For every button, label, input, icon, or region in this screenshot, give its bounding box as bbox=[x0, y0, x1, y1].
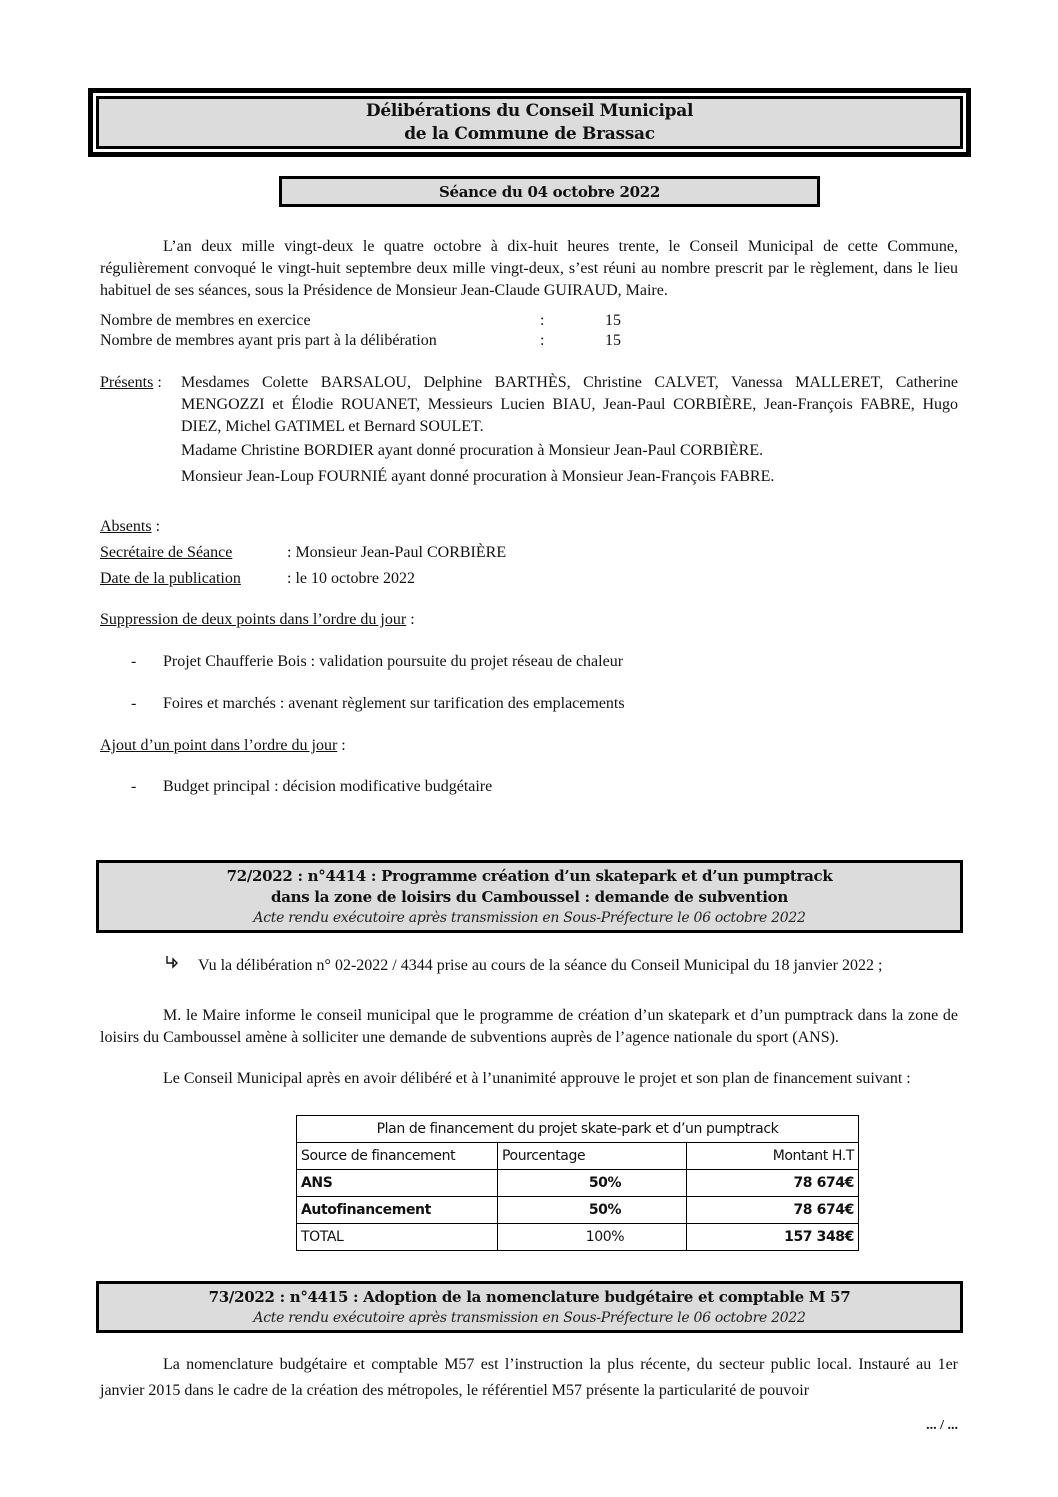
seance-date-box bbox=[279, 176, 820, 207]
table-cell: 78 674€ bbox=[687, 1170, 859, 1197]
deliberation-72-title-line2: dans la zone de loisirs du Camboussel : demande de subvention bbox=[271, 888, 788, 906]
presents-label: Présents bbox=[100, 374, 154, 391]
table-cell: Autofinancement bbox=[297, 1197, 498, 1224]
absents-row bbox=[100, 517, 160, 537]
ajout-label: Ajout d’un point dans l’ordre du jour bbox=[100, 737, 338, 754]
document-title-inner bbox=[96, 96, 963, 149]
publication-row bbox=[100, 569, 700, 589]
table-header-row bbox=[297, 1143, 859, 1170]
table-row bbox=[297, 1197, 859, 1224]
agenda-item: Projet Chaufferie Bois : validation poursuite du projet réseau de chaleur bbox=[163, 653, 624, 670]
bullet: - bbox=[131, 695, 137, 712]
members-participating-row bbox=[100, 331, 660, 351]
deliberation-72-header bbox=[96, 860, 963, 933]
document-title-line1: Délibérations du Conseil Municipal bbox=[365, 100, 694, 121]
deliberation-72-paragraph-2: Le Conseil Municipal après en avoir délibéré et à l’unanimité approuve le projet et son plan de financement suivant : bbox=[163, 1070, 911, 1087]
bullet: - bbox=[131, 653, 137, 670]
secretary-row bbox=[100, 543, 700, 563]
members-in-office-row bbox=[100, 311, 660, 331]
table-cell: 50% bbox=[498, 1170, 687, 1197]
deliberation-72-paragraph-1: M. le Maire informe le conseil municipal que le programme de création d’un skatepark et d’un pumptrack dans la zone de loisirs du Camboussel amène à solliciter une demande de subventions auprès de l’agence nationale du sport (ANS). bbox=[100, 1007, 958, 1046]
table-cell: 100% bbox=[498, 1224, 687, 1251]
presents-list: Mesdames Colette BARSALOU, Delphine BARTHÈS, Christine CALVET, Vanessa MALLERET, Catherine MENGOZZI et Élodie ROUANET, Messieurs Lucien BIAU, Jean-Paul CORBIÈRE, Jean-François FABRE, Hugo DIEZ, Michel GATIMEL et Bernard SOULET. bbox=[181, 374, 958, 435]
table-cell: ANS bbox=[297, 1170, 498, 1197]
suppression-sep: : bbox=[406, 611, 415, 628]
deliberation-72-subtitle: Acte rendu exécutoire après transmission en Sous-Préfecture le 06 octobre 2022 bbox=[253, 910, 806, 926]
members-sep: : bbox=[540, 332, 545, 349]
table-caption-row bbox=[297, 1116, 859, 1143]
bullet: - bbox=[131, 778, 137, 795]
deliberation-72-title-line1: 72/2022 : n°4414 : Programme création d’un skatepark et d’un pumptrack bbox=[226, 867, 833, 885]
table-header: Source de financement bbox=[297, 1143, 498, 1170]
table-header: Montant H.T bbox=[687, 1143, 859, 1170]
proxy-2: Monsieur Jean-Loup FOURNIÉ ayant donné procuration à Monsieur Jean-François FABRE. bbox=[181, 468, 775, 485]
publication-value: : le 10 octobre 2022 bbox=[287, 570, 415, 587]
vu-clause: Vu la délibération n° 02-2022 / 4344 prise au cours de la séance du Conseil Municipal du 18 janvier 2022 ; bbox=[198, 957, 883, 974]
page-continuation: ... / ... bbox=[926, 1418, 958, 1433]
members-value: 15 bbox=[605, 312, 621, 329]
table-cell: 50% bbox=[498, 1197, 687, 1224]
suppression-heading bbox=[100, 610, 415, 630]
members-label: Nombre de membres ayant pris part à la délibération bbox=[100, 332, 437, 349]
seance-date: Séance du 04 octobre 2022 bbox=[438, 182, 661, 201]
members-sep: : bbox=[540, 312, 545, 329]
document-title-box bbox=[88, 88, 971, 157]
members-label: Nombre de membres en exercice bbox=[100, 312, 311, 329]
deliberation-73-paragraph-1: La nomenclature budgétaire et comptable M57 est l’instruction la plus récente, du secteur public local. Instauré au 1er janvier 2015 dans le cadre de la création des métropoles, le référentiel M57 présente la particularité de pouvoir bbox=[100, 1356, 958, 1399]
suppression-label: Suppression de deux points dans l’ordre du jour bbox=[100, 611, 407, 628]
presents-sep: : bbox=[153, 374, 162, 391]
table-caption: Plan de financement du projet skate-park et d’un pumptrack bbox=[297, 1116, 859, 1143]
absents-sep: : bbox=[151, 518, 161, 535]
agenda-item: Budget principal : décision modificative budgétaire bbox=[163, 778, 493, 795]
document-title-line2: de la Commune de Brassac bbox=[404, 123, 655, 144]
table-cell: 78 674€ bbox=[687, 1197, 859, 1224]
presents-label-wrap bbox=[100, 373, 162, 393]
proxy-1: Madame Christine BORDIER ayant donné procuration à Monsieur Jean-Paul CORBIÈRE. bbox=[181, 442, 764, 459]
arrow-down-right-icon bbox=[164, 955, 180, 976]
table-row bbox=[297, 1170, 859, 1197]
deliberation-73-title: 73/2022 : n°4415 : Adoption de la nomenclature budgétaire et comptable M 57 bbox=[208, 1288, 851, 1306]
financing-table bbox=[296, 1115, 859, 1251]
table-row bbox=[297, 1224, 859, 1251]
deliberation-73-subtitle: Acte rendu exécutoire après transmission en Sous-Préfecture le 06 octobre 2022 bbox=[253, 1310, 806, 1326]
secretary-value: : Monsieur Jean-Paul CORBIÈRE bbox=[287, 544, 507, 561]
intro-paragraph: L’an deux mille vingt-deux le quatre octobre à dix-huit heures trente, le Conseil Municipal de cette Commune, régulièrement convoqué le vingt-huit septembre deux mille vingt-deux, s’est réuni au nombre prescrit par le règlement, dans le lieu habituel de ses séances, sous la Présidence de Monsieur Jean-Claude GUIRAUD, Maire. bbox=[100, 238, 958, 299]
agenda-item: Foires et marchés : avenant règlement sur tarification des emplacements bbox=[163, 695, 625, 712]
publication-label: Date de la publication bbox=[100, 570, 241, 587]
table-header: Pourcentage bbox=[498, 1143, 687, 1170]
absents-label: Absents bbox=[100, 518, 152, 535]
table-cell: TOTAL bbox=[297, 1224, 498, 1251]
deliberation-73-header bbox=[96, 1281, 963, 1333]
table-cell: 157 348€ bbox=[687, 1224, 859, 1251]
secretary-label: Secrétaire de Séance bbox=[100, 544, 233, 561]
ajout-heading bbox=[100, 736, 346, 756]
ajout-sep: : bbox=[337, 737, 346, 754]
members-value: 15 bbox=[605, 332, 621, 349]
